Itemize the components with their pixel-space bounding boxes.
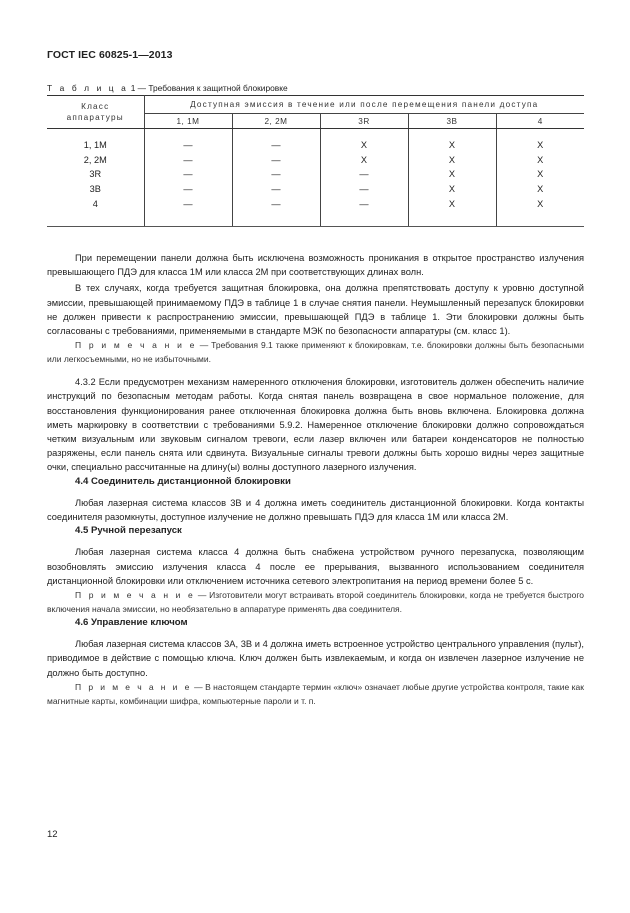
- table-cell: X: [537, 169, 544, 180]
- paragraph: При перемещении панели должна быть исключена возможность проникания в открытое пространство излучения превышающего ПДЭ для класса 1M или класса 2M при соответствующих длинах волн.: [47, 253, 584, 278]
- column-3r: [320, 129, 408, 227]
- table-cell: 1, 1M: [83, 140, 107, 150]
- table-caption-text: 1 — Требования к защитной блокировке: [130, 83, 288, 93]
- table-caption: [47, 83, 288, 93]
- table-cell: X: [537, 154, 544, 165]
- standard-header: ГОСТ IEC 60825-1—2013: [47, 49, 173, 61]
- table-cell: —: [271, 184, 281, 195]
- paragraph: Любая лазерная система классов 3B и 4 должна иметь соединитель дистанционной блокировки. Когда контакты соединителя разомкнуты, доступное излучение не должно превышать ПДЭ для класса 1M или класса 2M.: [47, 497, 584, 523]
- note-label: П р и м е ч а н и е: [75, 340, 197, 351]
- table-cell: —: [271, 198, 281, 209]
- note: [47, 680, 584, 708]
- note-label: П р и м е ч а н и е: [75, 681, 192, 692]
- subheader-3b: 3B: [408, 114, 496, 129]
- accessible-emission-header: Доступная эмиссия в течение или после перемещения панели доступа: [144, 96, 584, 114]
- section-heading-4-4: 4.4 Соединитель дистанционной блокировки: [75, 475, 291, 487]
- table-cell: 3B: [89, 184, 101, 195]
- table-cell: X: [537, 184, 544, 195]
- table-cell: X: [448, 184, 456, 195]
- note: [47, 588, 584, 616]
- column-class: [47, 129, 144, 227]
- table-cell: X: [360, 140, 368, 150]
- subheader-1-1m: 1, 1M: [144, 114, 232, 129]
- subheader-3r: 3R: [320, 114, 408, 129]
- paragraph: Любая лазерная система класса 4 должна быть снабжена устройством ручного перезапуска, позволяющим возобновлять эмиссию излучения класса 4 после ее прерывания, вызванного использованием соединителя дистанционной блокировки или отключением источника сетевого электропитания на период времени более 5 с.: [47, 547, 584, 586]
- column-1-1m: [144, 129, 232, 227]
- table-cell: —: [271, 154, 281, 165]
- table-cell: —: [271, 140, 281, 150]
- table-cell: X: [537, 198, 544, 209]
- note-text: — Требования 9.1 также применяют к блокировкам, т.е. блокировки должны быть безопасными или легкосъемными, но не избыточными.: [47, 340, 584, 365]
- page-number: 12: [47, 829, 58, 840]
- class-header-line2: аппаратуры: [66, 113, 124, 122]
- class-header: [47, 96, 144, 129]
- section-heading-4-6: 4.6 Управление ключом: [75, 617, 188, 629]
- table-cell: —: [183, 198, 193, 209]
- note-text: — Изготовители могут встраивать второй соединитель блокировки, когда не требуется быстрого включения начала эмиссии, но необязательно в аппаратуре применять два соединителя.: [47, 590, 584, 615]
- table-cell: X: [537, 140, 544, 150]
- paragraph: 4.3.2 Если предусмотрен механизм намеренного отключения блокировки, изготовитель должен обеспечить наличие инструкций по безопасным методам работы. Когда снятая панель возвращена в свое нормальное положение, для восстановления функционирования ранее отключенная блокировка должна быть вновь включена. Блокировка должна иметь маркировку в соответствии с требованиями 5.9.2. Намеренное отключение блокировки должно сопровождаться четким визуальным или звуковым сигналом тревоги, если лазер включен или батареи конденсаторов не полностью разряжены, если панель снята или сдвинута. Визуальные сигналы тревоги должны быть хорошо видны через защитные очки, специально рассчитанные на длину(ы) волны доступного лазерного излучения.: [47, 377, 584, 473]
- paragraph: Любая лазерная система классов 3A, 3B и 4 должна иметь встроенное устройство центрального управления (пульт), приводимое в действие с помощью ключа. Ключ должен быть извлекаемым, и когда он извлечен лазерное излучение не должно быть доступно.: [47, 639, 584, 678]
- class-header-line1: Класс: [81, 102, 110, 111]
- table-cell: X: [448, 198, 456, 209]
- note: [47, 338, 584, 366]
- body-text: [47, 251, 584, 708]
- table-cell: —: [183, 140, 193, 150]
- column-2-2m: [232, 129, 320, 227]
- table-cell: —: [359, 184, 369, 195]
- column-3b: [408, 129, 496, 227]
- column-4: [496, 129, 584, 227]
- table-cell: 3R: [89, 169, 102, 180]
- section-heading-4-5: 4.5 Ручной перезапуск: [75, 525, 182, 537]
- table-cell: X: [448, 169, 456, 180]
- table-cell: 2, 2M: [83, 154, 107, 165]
- table-cell: —: [359, 198, 369, 209]
- table-cell: X: [448, 140, 456, 150]
- note-label: П р и м е ч а н и е: [75, 590, 196, 601]
- table-cell: —: [183, 184, 193, 195]
- table-cell: —: [271, 169, 281, 180]
- subheader-4: 4: [496, 114, 584, 129]
- table-cell: —: [359, 169, 369, 180]
- table-cell: —: [183, 154, 193, 165]
- interlock-requirements-table: [47, 95, 584, 227]
- subheader-2-2m: 2, 2M: [232, 114, 320, 129]
- table-body-row: [47, 129, 584, 227]
- table-cell: X: [360, 154, 368, 165]
- note-text: — В настоящем стандарте термин «ключ» означает любые другие устройства контроля, такие как магнитные карты, комбинации шифра, компьютерные пароли и т. п.: [47, 681, 584, 706]
- table-caption-label: Т а б л и ц а: [47, 83, 129, 93]
- table-cell: X: [448, 154, 456, 165]
- paragraph: В тех случаях, когда требуется защитная блокировка, она должна препятствовать доступу к уровню доступной эмиссии, превышающей принимаемому ПДЭ в таблице 1 в случае снятия панели. Неумышленный перезапуск блокировки не должен привести к распространению эмиссии, превышающей ПДЭ в таблице 1. Эти блокировки должны быть согласованы с требованиями, применяемыми в стандарте МЭК по безопасности аппаратуры (см. класс 1).: [47, 283, 584, 337]
- table-cell: —: [183, 169, 193, 180]
- table-cell: 4: [92, 198, 98, 209]
